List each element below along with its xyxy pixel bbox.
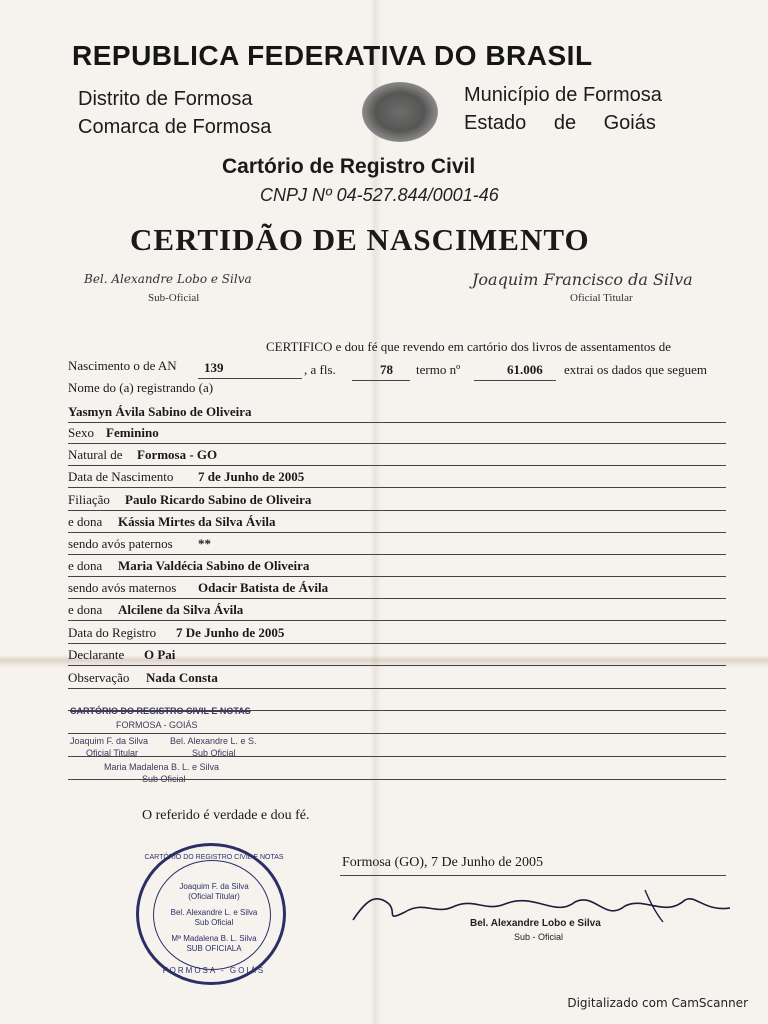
- natural-label: Natural de: [68, 447, 123, 462]
- stamp-city: FORMOSA - GOIÁS: [116, 720, 198, 730]
- observacao-label: Observação: [68, 670, 130, 685]
- declarante-label: Declarante: [68, 647, 125, 662]
- sexo-value: Feminino: [106, 425, 159, 440]
- maternal-grandparents-label: sendo avós maternos: [68, 580, 177, 595]
- fls-number: 78: [380, 362, 393, 377]
- sub-official-role: Sub-Oficial: [148, 292, 200, 304]
- birth-date-label: Data de Nascimento: [68, 469, 174, 484]
- stamp-office-name: CARTÓRIO DO REGISTRO CIVIL E NOTAS: [70, 706, 251, 716]
- stamp-titular-name: Joaquim F. da Silva: [70, 736, 149, 746]
- registration-date-label: Data do Registro: [68, 625, 157, 640]
- national-emblem: [362, 82, 438, 142]
- extrai-label: extrai os dados que seguem: [564, 362, 707, 377]
- seal-line-4: Sub Oficial: [194, 918, 234, 927]
- place-date: Formosa (GO), 7 De Junho de 2005: [342, 855, 544, 870]
- maternal-grandfather: Odacir Batista de Ávila: [198, 580, 329, 595]
- official-seal: [136, 843, 286, 985]
- nascimento-label: Nascimento o de AN: [68, 358, 177, 373]
- titular-official-role: Oficial Titular: [570, 292, 633, 304]
- titular-official-signature: Joaquim Francisco da Silva: [472, 270, 693, 289]
- maternal-grandmother-label: e dona: [68, 602, 103, 617]
- signer-name: Bel. Alexandre Lobo e Silva: [470, 918, 601, 929]
- certifico-line: CERTIFICO e dou fé que revendo em cartório dos livros de assentamentos de: [266, 339, 672, 354]
- birth-date-value: 7 de Junho de 2005: [198, 469, 305, 484]
- seal-ring-top: CARTÓRIO DO REGISTRO CIVIL E NOTAS: [144, 854, 284, 861]
- stamp-titular-role: Oficial Titular: [86, 748, 139, 758]
- municipality-line: Município de Formosa: [464, 84, 662, 106]
- state-line: Estado de Goiás: [464, 112, 656, 134]
- fls-label: , a fls.: [304, 362, 336, 377]
- scanner-watermark: Digitalizado com CamScanner: [567, 996, 748, 1010]
- maternal-grandmother: Alcilene da Silva Ávila: [118, 602, 244, 617]
- paternal-grandmother: Maria Valdécia Sabino de Oliveira: [118, 558, 310, 573]
- seal-line-6: SUB OFICIALA: [186, 944, 242, 953]
- paternal-grandmother-label: e dona: [68, 558, 103, 573]
- paternal-grandfather: **: [198, 536, 211, 551]
- verdade-statement: O referido é verdade e dou fé.: [142, 808, 310, 823]
- father-name: Paulo Ricardo Sabino de Oliveira: [125, 492, 312, 507]
- seal-line-5: Mª Madalena B. L. Silva: [171, 934, 257, 943]
- signer-role: Sub - Oficial: [514, 932, 564, 942]
- seal-line-3: Bel. Alexandre L. e Silva: [170, 908, 258, 917]
- paternal-grandparents-label: sendo avós paternos: [68, 536, 173, 551]
- registrando-name: Yasmyn Ávila Sabino de Oliveira: [68, 404, 252, 419]
- declarante-value: O Pai: [144, 647, 176, 662]
- mother-name: Kássia Mirtes da Silva Ávila: [118, 514, 276, 529]
- stamp-sub-name: Bel. Alexandre L. e S.: [170, 736, 257, 746]
- seal-line-1: Joaquim F. da Silva: [179, 882, 249, 891]
- sexo-label: Sexo: [68, 425, 94, 440]
- livro-number: 139: [204, 360, 224, 375]
- filiacao-label: Filiação: [68, 492, 110, 507]
- office-name: Cartório de Registro Civil: [222, 155, 476, 178]
- observacao-value: Nada Consta: [146, 670, 218, 685]
- registrando-label: Nome do (a) registrando (a): [68, 380, 214, 395]
- district-line: Distrito de Formosa: [78, 88, 253, 110]
- cnpj-number: CNPJ Nº 04-527.844/0001-46: [260, 185, 499, 205]
- document-title: CERTIDÃO DE NASCIMENTO: [130, 222, 590, 257]
- stamp-sub2-role: Sub Oficial: [142, 774, 186, 784]
- comarca-line: Comarca de Formosa: [78, 116, 272, 138]
- seal-ring-bottom: FORMOSA - GOIÁS: [162, 966, 266, 975]
- termo-number: 61.006: [507, 362, 543, 377]
- stamp-sub2-name: Maria Madalena B. L. e Silva: [104, 762, 220, 772]
- republic-title: REPUBLICA FEDERATIVA DO BRASIL: [72, 40, 593, 71]
- sub-official-signature: Bel. Alexandre Lobo e Silva: [84, 272, 252, 286]
- registration-date-value: 7 De Junho de 2005: [176, 625, 285, 640]
- mother-label: e dona: [68, 514, 103, 529]
- stamp-sub-role: Sub Oficial: [192, 748, 236, 758]
- seal-line-2: (Oficial Titular): [188, 892, 240, 901]
- termo-label: termo nº: [416, 362, 461, 377]
- natural-value: Formosa - GO: [137, 447, 218, 462]
